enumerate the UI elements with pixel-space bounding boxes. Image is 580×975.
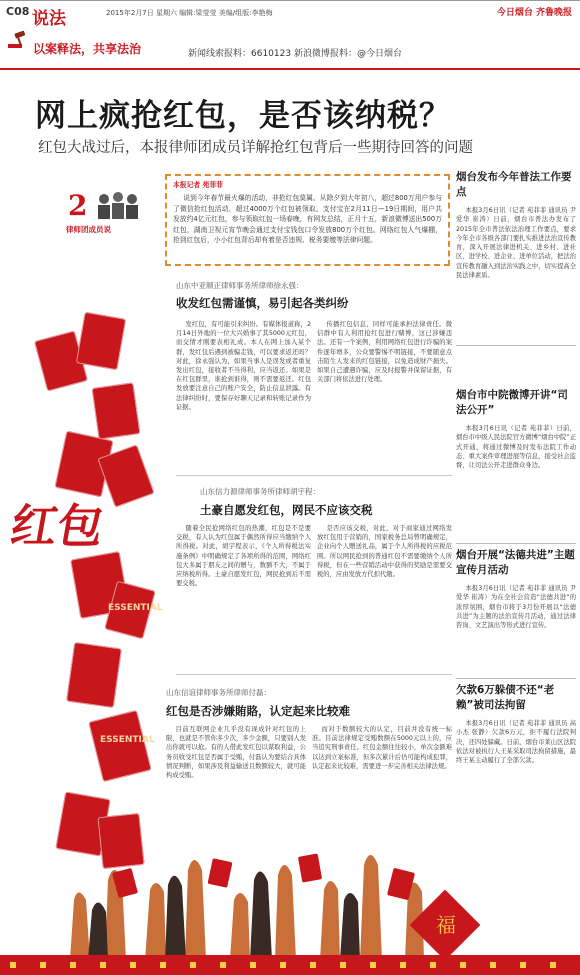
intro-byline: 本报记者 苑菲菲 (173, 181, 223, 189)
section-body-col2: 是否应该交税，对此，对于商家通过网络发放红包用于营销的，国家税务总局曾明确规定，企业向个人赠送礼品，属于个人所得税的应税范围。所以网民抢到的普通红包不需要缴纳个人所得税，但在一些营销活动中获得的奖励是需要交税的，应由发放方代扣代缴。 (317, 525, 452, 579)
footer-pattern (0, 958, 580, 972)
sidebar-item-title: 烟台市中院微博开讲“司法公开” (456, 389, 568, 416)
header-rule (0, 68, 580, 70)
lawyer-team-caption: 律师团成员说 (66, 225, 111, 234)
red-envelope (92, 382, 141, 439)
red-envelope (66, 642, 122, 708)
section-slogan: 以案释法，共享法治 (33, 42, 142, 56)
news-sidebar (456, 170, 576, 919)
page-subhead: 红包大战过后，本报律师团成员详解抢红包背后一些期待回答的问题 (38, 140, 473, 156)
svg-text:福: 福 (436, 913, 456, 937)
section-title: 土豪自愿发红包，网民不应该交税 (200, 503, 373, 517)
section-logo: 说法 (32, 9, 66, 29)
red-envelope (76, 312, 126, 371)
sidebar-item-text: 本报3月6日讯（记者 苑菲菲）日前，烟台市中级人民法院官方微博“烟台中院”正式开通，将通过微博及时发布法院工作动态、重大案件审理进展等信息，接受社会监督，让司法公开走进群众身边。 (456, 425, 576, 470)
issue-meta: 2015年2月7日 星期六 编辑:梁莹莹 美编/组版:李艳梅 (106, 9, 273, 17)
envelope-label: ESSENTIAL (100, 735, 155, 745)
news-hotline: 新闻线索报料：6610123 新浪微博报料：@今日烟台 (188, 49, 402, 59)
section-body-col1: 随着全民抢网络红包的热潮，红包是不是要交税，有人认为红包属于偶然所得应当缴纳个人所得税。对此，胡宇程表示，《个人所得税法实施条例》中明确规定了各项所得的范围，网络红包大多属于朋友之间的赠与，数额不大，不属于应纳税所得。土豪自愿发红包，网民抢到后不需要交税。 (176, 525, 311, 588)
sidebar-item-title: 烟台开展“法德共进”主题宣传月活动 (456, 549, 575, 576)
section-title: 红包是否涉嫌賄賂，认定起来比较难 (166, 704, 350, 718)
section-source: 山东信谊律师事务所律师付磊： (166, 688, 271, 697)
red-envelope (88, 710, 152, 782)
lawyer-team-logo (66, 185, 146, 225)
sidebar-divider (456, 543, 576, 544)
sidebar-item-text: 本报3月6日讯（记者 苑菲菲 通讯员 高小杰 张静）欠款6万元，拒不履行法院判决，还四处躲藏。日前，烟台市莱山区法院依法对被执行人王某采取司法拘留措施，最终王某主动履行了全部欠款。 (456, 720, 576, 765)
page-number: C08 (6, 5, 30, 18)
gavel-icon (6, 30, 30, 50)
svg-text:2: 2 (68, 189, 88, 222)
sidebar-item-text: 本报3月6日讯（记者 苑菲菲 通讯员 尹爱华 崔涛）日前，烟台市普法办发布了2015年全市普法依法治理工作要点，要求今年全市各级各部门要扎实推进法治宣传教育，深入开展法律进机关、进乡村、进社区、进学校、进企业、进单位活动，把法治宣传教育融入到法治实践之中，切实提高全民法律素质。 (456, 207, 576, 280)
intro-text: 说到今年春节最火爆的活动，非抢红包莫属。从除夕到大年初八，超过800万用户参与了微信抢红包活动，超过4000万个红包被领取。支付宝在2月11日—19日期间，用户共发放约4亿元红包，参与领取红包一场春晚，有网友总结，正月十五，新浪微博送出500万红包，湖南卫视元宵节晚会通过支付宝钱包口令发放800万个红包。网络红包人气爆棚，抢到红包后，小小红包背后却有着是否违规、税务要缴等法律问题。 (173, 194, 442, 244)
sidebar-item-title: 欠款6万躲债不还“老赖”被司法拘留 (456, 684, 555, 711)
section-title: 收发红包需谨慎，易引起各类纠纷 (176, 296, 349, 310)
section-body-col2: 传播红包信息，同样可能承担法律责任。微信群中有人利用抢红包进行赌博，这已涉嫌违法。还有一个案例，利用网络红包进行诈骗的案件逐年增多，公众要警惕不明链接，不要随意点击陌生人发来的红包链接，以免造成财产损失。如果自己遭遇诈骗，应及时报警并保留证据，有关部门将依法进行处理。 (317, 321, 452, 384)
intro-box (165, 174, 450, 266)
section-body-col2: 而对于数额较大的认定，目前并没有统一标准。目前法律规定受贿数额在5000元以上的，应当追究刑事责任。红包金额往往较小，单次金额难以达到立案标准，但多次累计后仍可能构成犯罪，认定起来比较难，需要进一步完善相关法律法规。 (312, 726, 452, 770)
section-source: 山东中亚顺正律师事务所律师徐永强： (176, 281, 304, 290)
hongbao-big-word: 红包 (6, 499, 109, 553)
section-divider (176, 475, 452, 476)
raised-hands-illustration (60, 830, 480, 960)
section-body-col1: 发红包，有可能引来纠纷。有媒体报道称，2月14日外地的一位大兴婚事了其5000元红包，而交情才刚要表相礼成。本人在网上加入某个群，发红包后遇到被骗走钱，可以要求返还吗？对此，徐永强认为，如果当事人是误发或者重复发出红包，接收者不当得利，应当返还。如果是在红包群里，谁抢到谁得，则不需要返还。红包发放要注意自己的账户安全，防止信息泄露。有法律纠纷时，要保存好聊天记录和转账记录作为证据。 (176, 321, 311, 411)
sidebar-item-title: 烟台发布今年普法工作要点 (456, 171, 572, 198)
section-source: 山东信力源律师事务所律师胡宇程： (200, 487, 320, 496)
newspaper-brand: 今日烟台 齐鲁晚报 (496, 8, 572, 18)
top-rule (0, 0, 580, 1)
envelope-label: ESSENTIAL (108, 603, 163, 613)
section-divider (176, 674, 452, 675)
sidebar-divider (456, 345, 576, 346)
page-headline: 网上疯抢红包，是否该纳税？ (35, 98, 451, 134)
sidebar-divider (456, 678, 576, 679)
sidebar-item-text: 本报3月6日讯（记者 苑菲菲 通讯员 尹爱华 崔涛）为在全社会营造“法德共进”的浓厚氛围，烟台市将于3月份开展以“法德共进”为主题的法治宣传月活动，通过法律咨询、文艺演出等形式进行宣传。 (456, 585, 576, 630)
section-body-col1: 目前互联网企业几乎没有现成针对红包的上限，也就是不管你多少次，多少金额，只要别人发出你就可以抢。有的人借此发红包以谋取利益，公务员收受红包是否属于受贿，付磊认为要结合具体情况判断，如果涉及利益输送且数额较大，就可能构成受贿。 (166, 726, 306, 780)
